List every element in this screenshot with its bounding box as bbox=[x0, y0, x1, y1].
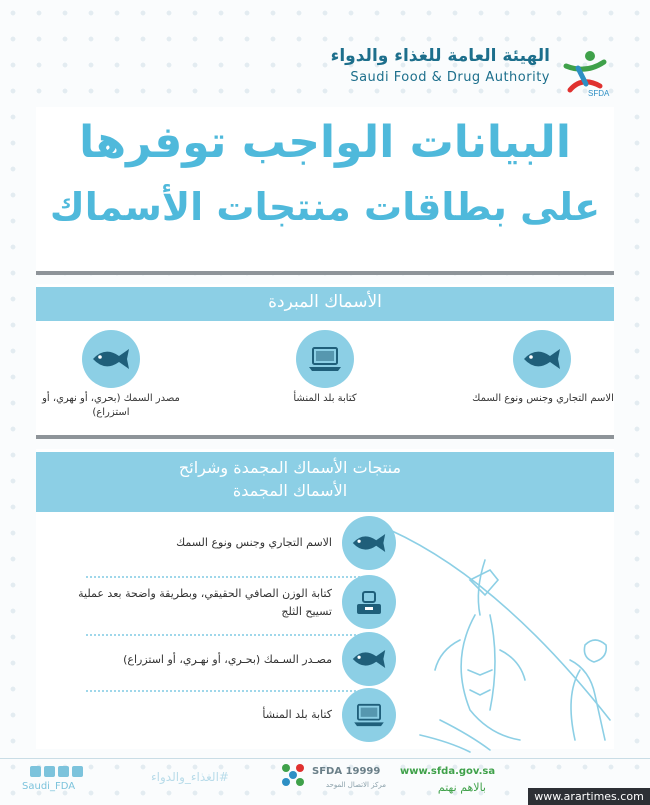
slogan: بالاهم نهتم bbox=[437, 781, 486, 794]
chilled-heading: الأسماك المبردة bbox=[268, 292, 382, 312]
twitter-icon[interactable] bbox=[30, 766, 41, 777]
youtube-icon[interactable] bbox=[58, 766, 69, 777]
divider bbox=[86, 576, 368, 578]
frozen-item-label: مصـدر السـمك (بحـري، أو نهـري، أو استزراع) bbox=[123, 653, 332, 666]
laptop-icon bbox=[296, 330, 354, 388]
frozen-item-label: كتابة الوزن الصافي الحقيقي، وبطريقة واضحة بعد عملية تسييح الثلج bbox=[78, 587, 332, 618]
frozen-heading-line-2: الأسماك المجمدة bbox=[232, 481, 348, 500]
fish-icon bbox=[342, 516, 396, 570]
frozen-heading bbox=[60, 456, 520, 502]
sfda-label: SFDA bbox=[312, 766, 343, 777]
facebook-icon[interactable] bbox=[44, 766, 55, 777]
social-handle[interactable]: Saudi_FDA bbox=[22, 781, 76, 792]
footer-divider bbox=[0, 758, 650, 759]
fish-icon bbox=[513, 330, 571, 388]
call-center-logo-icon bbox=[280, 762, 306, 788]
chilled-item-label: مصدر السمك (بحري، أو نهري، أو استزراع) bbox=[42, 393, 180, 418]
logo-text: SFDA bbox=[588, 89, 610, 98]
divider bbox=[86, 634, 368, 636]
laptop-icon bbox=[342, 688, 396, 742]
frozen-item-label: الاسم التجاري وجنس ونوع السمك bbox=[176, 536, 332, 549]
scale-icon bbox=[342, 575, 396, 629]
social-icons bbox=[30, 766, 83, 777]
chilled-item-label: كتابة بلد المنشأ bbox=[293, 393, 357, 404]
frozen-item-label: كتابة بلد المنشأ bbox=[262, 708, 332, 721]
fisherman-illustration-icon bbox=[380, 520, 625, 755]
title-line-2: على بطاقات منتجات الأسماك bbox=[49, 185, 601, 229]
call-center-number bbox=[312, 766, 380, 777]
website-link[interactable]: www.sfda.gov.sa bbox=[400, 766, 496, 777]
hashtag: #الغذاء_والدواء bbox=[151, 770, 229, 784]
chilled-item-label: الاسم التجاري وجنس ونوع السمك bbox=[472, 393, 614, 404]
watermark: www.arartimes.com bbox=[528, 788, 650, 805]
sfda-logo-icon bbox=[556, 46, 612, 98]
call-center-label: مركز الاتصال الموحد bbox=[325, 781, 386, 789]
org-name-arabic: الهيئة العامة للغذاء والدواء bbox=[330, 46, 550, 66]
instagram-icon[interactable] bbox=[72, 766, 83, 777]
org-name-english: Saudi Food & Drug Authority bbox=[350, 70, 550, 85]
divider bbox=[86, 690, 368, 692]
fish-icon bbox=[82, 330, 140, 388]
title-panel bbox=[36, 107, 614, 275]
frozen-heading-line-1: منتجات الأسماك المجمدة وشرائح bbox=[178, 458, 402, 477]
sfda-number: 19999 bbox=[345, 766, 381, 777]
fish-icon bbox=[342, 632, 396, 686]
title-line-1: البيانات الواجب توفرها bbox=[79, 117, 571, 168]
